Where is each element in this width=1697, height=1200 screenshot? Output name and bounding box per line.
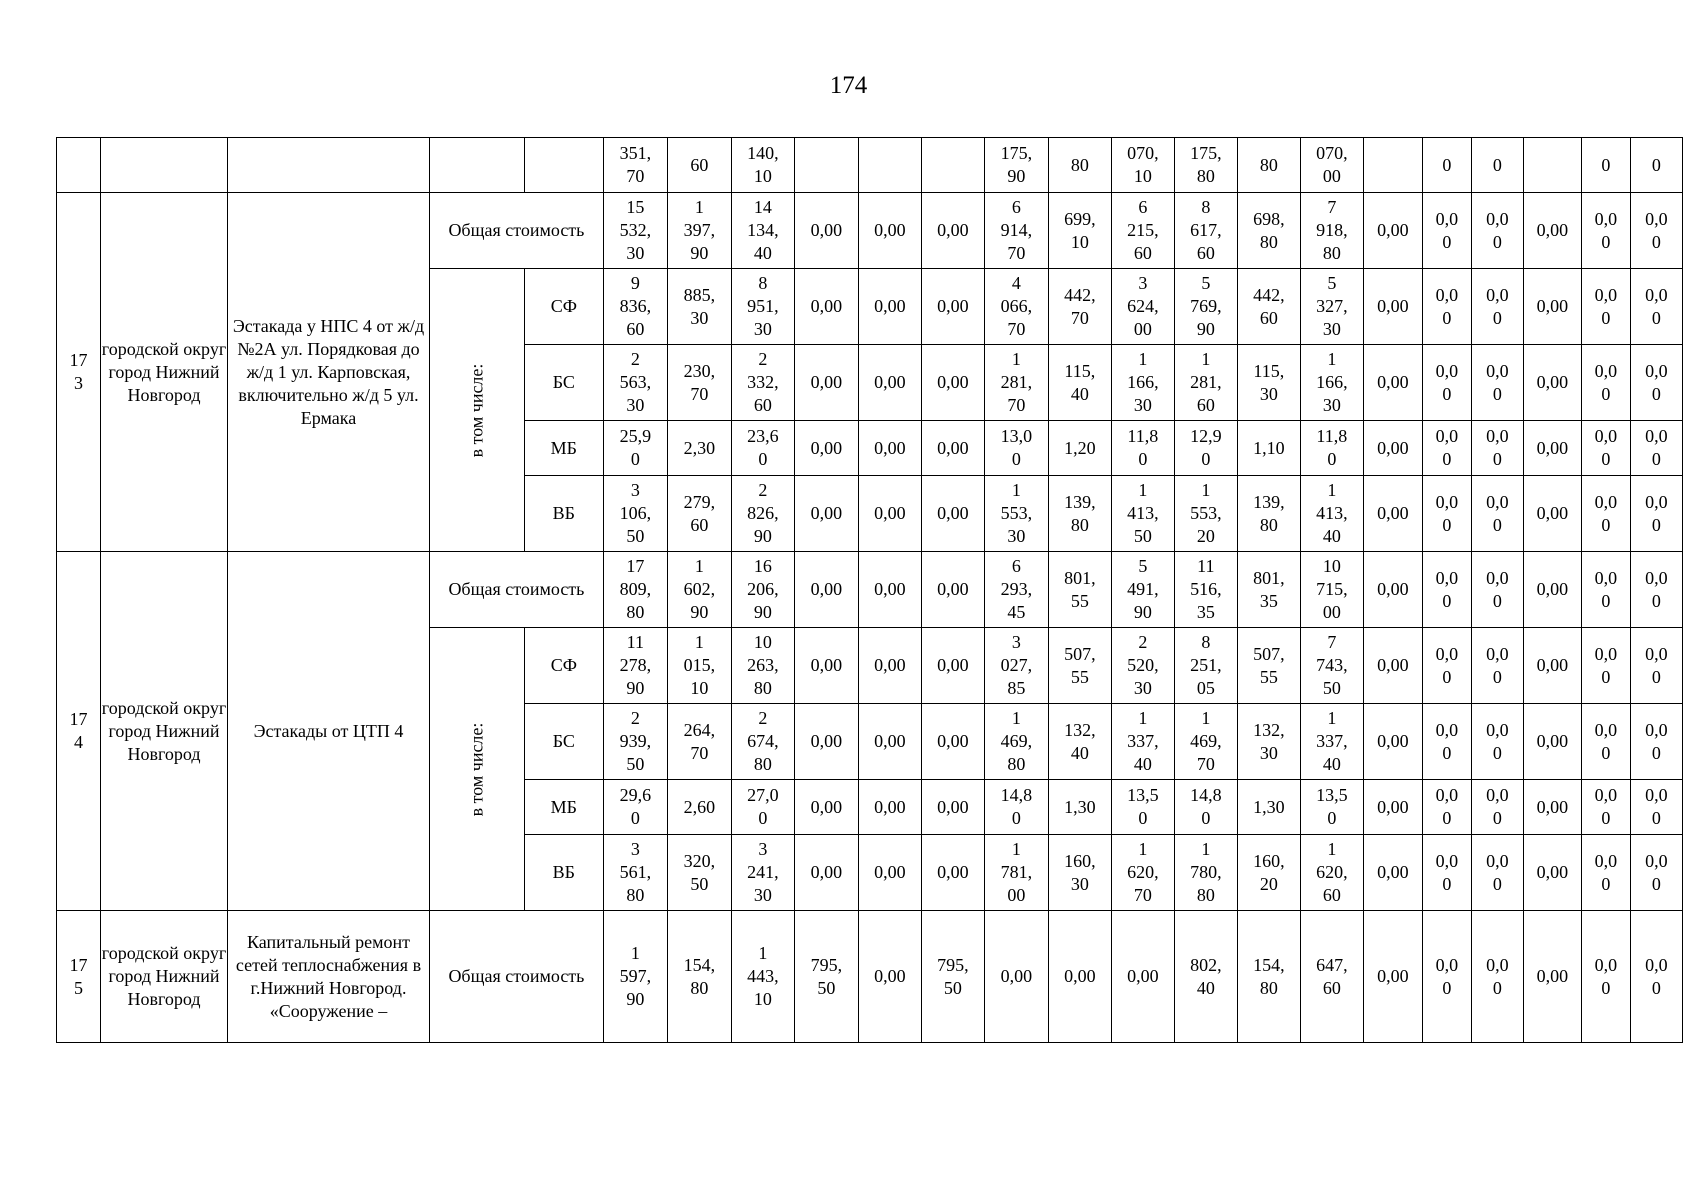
value-cell: 699, 10 bbox=[1048, 193, 1111, 269]
total-cost-label: Общая стоимость bbox=[430, 193, 604, 269]
value-cell: 0,00 bbox=[1363, 476, 1422, 552]
empty-cell bbox=[101, 138, 228, 193]
value-cell bbox=[921, 138, 984, 193]
value-cell: 1,10 bbox=[1237, 421, 1300, 476]
value-cell: 11,8 0 bbox=[1111, 421, 1174, 476]
including-label-text: в том числе: bbox=[466, 722, 487, 816]
value-cell: 140, 10 bbox=[731, 138, 794, 193]
value-cell: 0,00 bbox=[1523, 780, 1581, 835]
value-cell: 0,0 0 bbox=[1422, 704, 1471, 780]
value-cell: 3 241, 30 bbox=[731, 835, 794, 911]
value-cell: 27,0 0 bbox=[731, 780, 794, 835]
value-cell: 0,0 0 bbox=[1581, 421, 1630, 476]
value-cell: 0,0 0 bbox=[1630, 911, 1682, 1043]
value-cell: 16 206, 90 bbox=[731, 552, 794, 628]
value-cell: 154, 80 bbox=[667, 911, 731, 1043]
value-cell: 80 bbox=[1237, 138, 1300, 193]
value-cell: 0,0 0 bbox=[1422, 628, 1471, 704]
value-cell: 0,0 0 bbox=[1471, 269, 1523, 345]
value-cell: 175, 80 bbox=[1174, 138, 1237, 193]
value-cell: 0,0 0 bbox=[1471, 704, 1523, 780]
value-cell: 0,00 bbox=[794, 704, 858, 780]
value-cell: 0,0 0 bbox=[1471, 476, 1523, 552]
value-cell: 0,00 bbox=[794, 780, 858, 835]
value-cell: 0,00 bbox=[794, 193, 858, 269]
value-cell: 0,0 0 bbox=[1630, 476, 1682, 552]
value-cell: 2 332, 60 bbox=[731, 345, 794, 421]
value-cell: 1 281, 60 bbox=[1174, 345, 1237, 421]
value-cell: 647, 60 bbox=[1300, 911, 1363, 1043]
value-cell: 6 914, 70 bbox=[984, 193, 1048, 269]
value-cell: 0,00 bbox=[858, 780, 921, 835]
value-cell: 070, 10 bbox=[1111, 138, 1174, 193]
value-cell: 0,00 bbox=[921, 628, 984, 704]
value-cell: 0,00 bbox=[1363, 911, 1422, 1043]
value-cell: 5 769, 90 bbox=[1174, 269, 1237, 345]
value-cell: 0,0 0 bbox=[1581, 628, 1630, 704]
value-cell: 8 951, 30 bbox=[731, 269, 794, 345]
value-cell: 132, 30 bbox=[1237, 704, 1300, 780]
value-cell bbox=[858, 138, 921, 193]
value-cell: 0,00 bbox=[794, 345, 858, 421]
value-cell: 1 166, 30 bbox=[1111, 345, 1174, 421]
value-cell: 0,0 0 bbox=[1471, 421, 1523, 476]
table-row-total bbox=[57, 911, 1683, 1043]
value-cell: 115, 30 bbox=[1237, 345, 1300, 421]
value-cell: 15 532, 30 bbox=[603, 193, 667, 269]
value-cell: 0,00 bbox=[794, 628, 858, 704]
value-cell: 1 337, 40 bbox=[1111, 704, 1174, 780]
value-cell: 0,0 0 bbox=[1471, 780, 1523, 835]
value-cell: 0,00 bbox=[921, 193, 984, 269]
value-cell: 0,00 bbox=[1523, 628, 1581, 704]
value-cell: 0,00 bbox=[858, 704, 921, 780]
value-cell: 0 bbox=[1422, 138, 1471, 193]
table-row-continuation bbox=[57, 138, 1683, 193]
value-cell: 0,0 0 bbox=[1581, 552, 1630, 628]
value-cell: 802, 40 bbox=[1174, 911, 1237, 1043]
value-cell: 6 293, 45 bbox=[984, 552, 1048, 628]
value-cell: 0,0 0 bbox=[1630, 628, 1682, 704]
value-cell: 4 066, 70 bbox=[984, 269, 1048, 345]
value-cell: 0,00 bbox=[921, 704, 984, 780]
value-cell: 1 443, 10 bbox=[731, 911, 794, 1043]
value-cell: 8 617, 60 bbox=[1174, 193, 1237, 269]
table-body bbox=[57, 138, 1683, 1043]
value-cell: 5 491, 90 bbox=[1111, 552, 1174, 628]
funding-source: ВБ bbox=[524, 476, 603, 552]
value-cell: 0,0 0 bbox=[1581, 345, 1630, 421]
value-cell: 14,8 0 bbox=[984, 780, 1048, 835]
value-cell: 0,0 0 bbox=[1630, 780, 1682, 835]
value-cell: 17 809, 80 bbox=[603, 552, 667, 628]
value-cell: 6 215, 60 bbox=[1111, 193, 1174, 269]
value-cell: 0,00 bbox=[1523, 476, 1581, 552]
value-cell: 0,00 bbox=[794, 421, 858, 476]
value-cell: 1 553, 20 bbox=[1174, 476, 1237, 552]
object-description: Эстакады от ЦТП 4 bbox=[228, 552, 430, 911]
value-cell: 0,00 bbox=[921, 345, 984, 421]
value-cell: 0,00 bbox=[1523, 345, 1581, 421]
value-cell: 0,00 bbox=[1523, 911, 1581, 1043]
value-cell: 2,30 bbox=[667, 421, 731, 476]
value-cell: 442, 70 bbox=[1048, 269, 1111, 345]
value-cell: 801, 55 bbox=[1048, 552, 1111, 628]
value-cell: 0,0 0 bbox=[1422, 421, 1471, 476]
value-cell: 0 bbox=[1581, 138, 1630, 193]
funding-source: СФ bbox=[524, 628, 603, 704]
value-cell: 0,0 0 bbox=[1581, 704, 1630, 780]
including-label bbox=[430, 269, 525, 552]
value-cell: 0,0 0 bbox=[1471, 835, 1523, 911]
value-cell: 3 561, 80 bbox=[603, 835, 667, 911]
value-cell: 0,00 bbox=[1523, 193, 1581, 269]
value-cell: 80 bbox=[1048, 138, 1111, 193]
value-cell: 13,5 0 bbox=[1300, 780, 1363, 835]
value-cell: 2 826, 90 bbox=[731, 476, 794, 552]
value-cell: 1 281, 70 bbox=[984, 345, 1048, 421]
value-cell: 0,00 bbox=[1363, 269, 1422, 345]
value-cell bbox=[1363, 138, 1422, 193]
value-cell: 0,00 bbox=[794, 476, 858, 552]
value-cell: 795, 50 bbox=[921, 911, 984, 1043]
value-cell: 9 836, 60 bbox=[603, 269, 667, 345]
value-cell: 0,00 bbox=[794, 552, 858, 628]
funding-source: СФ bbox=[524, 269, 603, 345]
object-number: 17 3 bbox=[57, 193, 101, 552]
object-number: 17 5 bbox=[57, 911, 101, 1043]
value-cell: 0,0 0 bbox=[1581, 911, 1630, 1043]
value-cell: 7 918, 80 bbox=[1300, 193, 1363, 269]
municipality-name: городской округ город Нижний Новгород bbox=[101, 193, 228, 552]
value-cell: 115, 40 bbox=[1048, 345, 1111, 421]
value-cell: 10 263, 80 bbox=[731, 628, 794, 704]
value-cell: 154, 80 bbox=[1237, 911, 1300, 1043]
value-cell: 0,00 bbox=[1363, 421, 1422, 476]
value-cell: 1 166, 30 bbox=[1300, 345, 1363, 421]
value-cell: 2 520, 30 bbox=[1111, 628, 1174, 704]
value-cell: 0,00 bbox=[1523, 421, 1581, 476]
value-cell: 1 553, 30 bbox=[984, 476, 1048, 552]
object-description: Эстакада у НПС 4 от ж/д №2А ул. Порядковая до ж/д 1 ул. Карповская, включительно ж/д 5 ул. Ермака bbox=[228, 193, 430, 552]
value-cell: 264, 70 bbox=[667, 704, 731, 780]
table-row-total bbox=[57, 552, 1683, 628]
value-cell: 0,00 bbox=[858, 421, 921, 476]
value-cell: 11,8 0 bbox=[1300, 421, 1363, 476]
value-cell: 1,20 bbox=[1048, 421, 1111, 476]
value-cell: 0,00 bbox=[1523, 552, 1581, 628]
value-cell: 0,00 bbox=[1048, 911, 1111, 1043]
value-cell: 1 602, 90 bbox=[667, 552, 731, 628]
value-cell: 0,0 0 bbox=[1422, 476, 1471, 552]
empty-cell bbox=[430, 138, 525, 193]
value-cell: 0,0 0 bbox=[1422, 552, 1471, 628]
value-cell: 1 781, 00 bbox=[984, 835, 1048, 911]
value-cell: 0,0 0 bbox=[1471, 193, 1523, 269]
funding-source: МБ bbox=[524, 780, 603, 835]
funding-source: МБ bbox=[524, 421, 603, 476]
value-cell: 0,00 bbox=[1363, 780, 1422, 835]
value-cell: 10 715, 00 bbox=[1300, 552, 1363, 628]
value-cell: 60 bbox=[667, 138, 731, 193]
value-cell: 5 327, 30 bbox=[1300, 269, 1363, 345]
value-cell: 230, 70 bbox=[667, 345, 731, 421]
value-cell: 0,0 0 bbox=[1581, 269, 1630, 345]
value-cell: 351, 70 bbox=[603, 138, 667, 193]
value-cell: 507, 55 bbox=[1237, 628, 1300, 704]
value-cell: 23,6 0 bbox=[731, 421, 794, 476]
value-cell: 11 278, 90 bbox=[603, 628, 667, 704]
value-cell: 070, 00 bbox=[1300, 138, 1363, 193]
value-cell: 160, 20 bbox=[1237, 835, 1300, 911]
value-cell: 885, 30 bbox=[667, 269, 731, 345]
value-cell: 0,00 bbox=[858, 552, 921, 628]
value-cell: 0,0 0 bbox=[1581, 780, 1630, 835]
municipality-name: городской округ город Нижний Новгород bbox=[101, 552, 228, 911]
value-cell: 0,0 0 bbox=[1422, 345, 1471, 421]
value-cell: 0,0 0 bbox=[1422, 269, 1471, 345]
value-cell: 0,00 bbox=[921, 421, 984, 476]
value-cell: 11 516, 35 bbox=[1174, 552, 1237, 628]
value-cell: 12,9 0 bbox=[1174, 421, 1237, 476]
value-cell: 0,00 bbox=[1111, 911, 1174, 1043]
value-cell: 1,30 bbox=[1237, 780, 1300, 835]
value-cell: 3 106, 50 bbox=[603, 476, 667, 552]
value-cell: 1 413, 40 bbox=[1300, 476, 1363, 552]
value-cell: 139, 80 bbox=[1237, 476, 1300, 552]
value-cell: 3 624, 00 bbox=[1111, 269, 1174, 345]
value-cell: 13,0 0 bbox=[984, 421, 1048, 476]
value-cell: 0,00 bbox=[858, 628, 921, 704]
value-cell: 1 015, 10 bbox=[667, 628, 731, 704]
value-cell: 2 674, 80 bbox=[731, 704, 794, 780]
value-cell: 0,0 0 bbox=[1630, 193, 1682, 269]
page-number: 174 bbox=[829, 72, 868, 99]
value-cell: 0,00 bbox=[858, 835, 921, 911]
value-cell: 175, 90 bbox=[984, 138, 1048, 193]
value-cell: 0,00 bbox=[794, 269, 858, 345]
value-cell: 0,00 bbox=[858, 911, 921, 1043]
object-number: 17 4 bbox=[57, 552, 101, 911]
value-cell: 1 597, 90 bbox=[603, 911, 667, 1043]
empty-cell bbox=[524, 138, 603, 193]
total-cost-label: Общая стоимость bbox=[430, 911, 604, 1043]
value-cell: 0,00 bbox=[1523, 835, 1581, 911]
value-cell: 2 939, 50 bbox=[603, 704, 667, 780]
value-cell: 0,00 bbox=[1523, 269, 1581, 345]
value-cell: 2,60 bbox=[667, 780, 731, 835]
value-cell bbox=[794, 138, 858, 193]
value-cell: 1 620, 70 bbox=[1111, 835, 1174, 911]
municipality-name: городской округ город Нижний Новгород bbox=[101, 911, 228, 1043]
including-label bbox=[430, 628, 525, 911]
value-cell: 0,00 bbox=[1363, 704, 1422, 780]
value-cell: 29,6 0 bbox=[603, 780, 667, 835]
value-cell: 7 743, 50 bbox=[1300, 628, 1363, 704]
value-cell: 0,00 bbox=[921, 780, 984, 835]
value-cell: 0,0 0 bbox=[1581, 193, 1630, 269]
value-cell: 0,0 0 bbox=[1422, 911, 1471, 1043]
value-cell: 2 563, 30 bbox=[603, 345, 667, 421]
value-cell: 0,00 bbox=[858, 269, 921, 345]
value-cell: 0,0 0 bbox=[1471, 628, 1523, 704]
budget-table bbox=[56, 137, 1683, 1043]
value-cell bbox=[1523, 138, 1581, 193]
value-cell: 0,00 bbox=[1363, 835, 1422, 911]
value-cell: 801, 35 bbox=[1237, 552, 1300, 628]
funding-source: ВБ bbox=[524, 835, 603, 911]
empty-cell bbox=[228, 138, 430, 193]
value-cell: 0,00 bbox=[921, 476, 984, 552]
value-cell: 795, 50 bbox=[794, 911, 858, 1043]
value-cell: 8 251, 05 bbox=[1174, 628, 1237, 704]
funding-source: БС bbox=[524, 345, 603, 421]
value-cell: 442, 60 bbox=[1237, 269, 1300, 345]
value-cell: 3 027, 85 bbox=[984, 628, 1048, 704]
value-cell: 0 bbox=[1630, 138, 1682, 193]
value-cell: 0,00 bbox=[1363, 193, 1422, 269]
value-cell: 0,0 0 bbox=[1422, 835, 1471, 911]
value-cell: 0,00 bbox=[921, 835, 984, 911]
total-cost-label: Общая стоимость bbox=[430, 552, 604, 628]
value-cell: 279, 60 bbox=[667, 476, 731, 552]
value-cell: 0,0 0 bbox=[1630, 421, 1682, 476]
object-description: Капитальный ремонт сетей теплоснабжения в г.Нижний Новгород. «Сооружение – bbox=[228, 911, 430, 1043]
value-cell: 25,9 0 bbox=[603, 421, 667, 476]
value-cell: 698, 80 bbox=[1237, 193, 1300, 269]
value-cell: 1 413, 50 bbox=[1111, 476, 1174, 552]
value-cell: 0,00 bbox=[1523, 704, 1581, 780]
value-cell: 0,0 0 bbox=[1630, 269, 1682, 345]
value-cell: 1 469, 70 bbox=[1174, 704, 1237, 780]
value-cell: 1,30 bbox=[1048, 780, 1111, 835]
value-cell: 320, 50 bbox=[667, 835, 731, 911]
value-cell: 160, 30 bbox=[1048, 835, 1111, 911]
value-cell: 13,5 0 bbox=[1111, 780, 1174, 835]
empty-cell bbox=[57, 138, 101, 193]
including-label-text: в том числе: bbox=[466, 363, 487, 457]
value-cell: 0,00 bbox=[984, 911, 1048, 1043]
value-cell: 0,0 0 bbox=[1630, 835, 1682, 911]
value-cell: 1 780, 80 bbox=[1174, 835, 1237, 911]
value-cell: 14,8 0 bbox=[1174, 780, 1237, 835]
value-cell: 0,00 bbox=[1363, 628, 1422, 704]
value-cell: 1 397, 90 bbox=[667, 193, 731, 269]
value-cell: 0,0 0 bbox=[1630, 345, 1682, 421]
value-cell: 0,0 0 bbox=[1471, 552, 1523, 628]
value-cell: 1 337, 40 bbox=[1300, 704, 1363, 780]
value-cell: 0,00 bbox=[921, 269, 984, 345]
value-cell: 132, 40 bbox=[1048, 704, 1111, 780]
value-cell: 0,00 bbox=[858, 193, 921, 269]
value-cell: 507, 55 bbox=[1048, 628, 1111, 704]
value-cell: 0,0 0 bbox=[1581, 476, 1630, 552]
value-cell: 14 134, 40 bbox=[731, 193, 794, 269]
table-row-total bbox=[57, 193, 1683, 269]
value-cell: 0,0 0 bbox=[1630, 704, 1682, 780]
value-cell: 0,0 0 bbox=[1422, 780, 1471, 835]
value-cell: 139, 80 bbox=[1048, 476, 1111, 552]
value-cell: 0,00 bbox=[794, 835, 858, 911]
value-cell: 0,00 bbox=[921, 552, 984, 628]
value-cell: 0,0 0 bbox=[1581, 835, 1630, 911]
value-cell: 0,0 0 bbox=[1471, 345, 1523, 421]
value-cell: 0,00 bbox=[858, 476, 921, 552]
funding-source: БС bbox=[524, 704, 603, 780]
value-cell: 1 469, 80 bbox=[984, 704, 1048, 780]
value-cell: 0,00 bbox=[1363, 552, 1422, 628]
value-cell: 1 620, 60 bbox=[1300, 835, 1363, 911]
value-cell: 0,00 bbox=[1363, 345, 1422, 421]
value-cell: 0,00 bbox=[858, 345, 921, 421]
value-cell: 0 bbox=[1471, 138, 1523, 193]
value-cell: 0,0 0 bbox=[1630, 552, 1682, 628]
value-cell: 0,0 0 bbox=[1471, 911, 1523, 1043]
value-cell: 0,0 0 bbox=[1422, 193, 1471, 269]
